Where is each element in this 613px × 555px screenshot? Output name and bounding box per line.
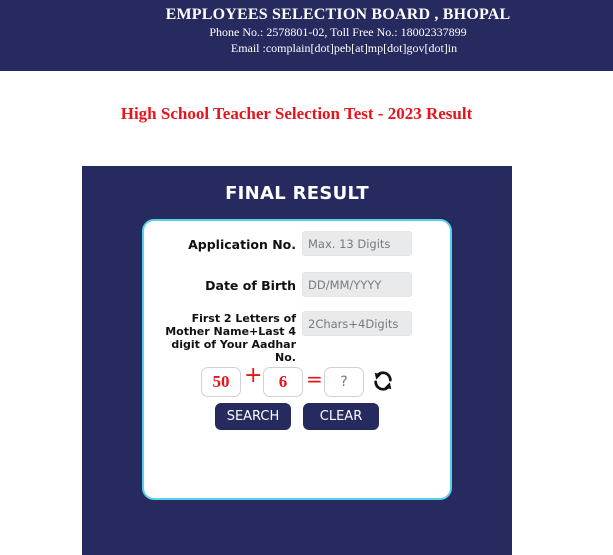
- dob-input[interactable]: [302, 272, 412, 297]
- result-form: [142, 219, 452, 500]
- final-result-panel: [82, 166, 512, 555]
- application-no-input[interactable]: [302, 231, 412, 256]
- contact-email: Email :complain[dot]peb[at]mp[dot]gov[dot]in: [230, 41, 458, 55]
- panel-heading: FINAL RESULT: [225, 183, 369, 204]
- captcha-answer-input[interactable]: [324, 367, 364, 397]
- board-title: EMPLOYEES SELECTION BOARD , BHOPAL: [165, 6, 511, 23]
- refresh-icon[interactable]: [372, 370, 394, 392]
- clear-button[interactable]: CLEAR: [303, 403, 379, 430]
- page-title: High School Teacher Selection Test - 2023 Result: [120, 104, 473, 123]
- captcha-first-number: 50: [201, 367, 241, 397]
- search-button[interactable]: SEARCH: [215, 403, 291, 430]
- mother-aadhar-input[interactable]: [302, 311, 412, 336]
- application-no-label: Application No.: [188, 237, 296, 252]
- header-banner: [0, 0, 613, 71]
- captcha-equals-sign: =: [306, 367, 323, 391]
- captcha-second-number: 6: [263, 367, 303, 397]
- mother-aadhar-label: First 2 Letters of Mother Name+Last 4 digit of Your Aadhar No.: [165, 312, 296, 364]
- dob-label: Date of Birth: [205, 278, 296, 293]
- contact-phone: Phone No.: 2578801-02, Toll Free No.: 18002337899: [209, 25, 467, 39]
- captcha-plus-sign: +: [244, 363, 263, 388]
